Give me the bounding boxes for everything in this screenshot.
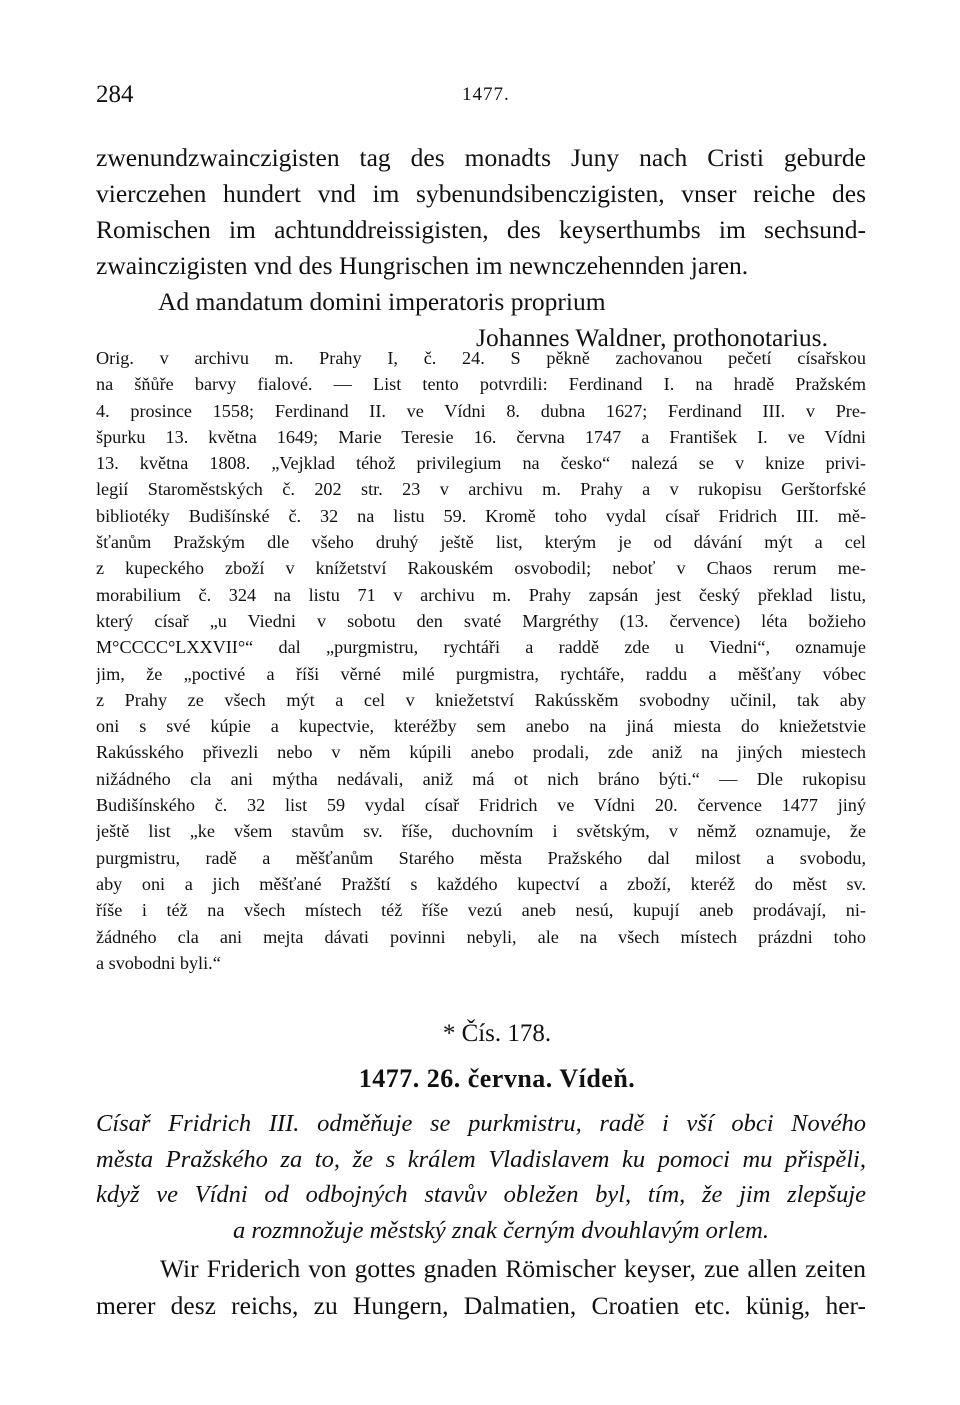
charter-text-block xyxy=(96,1250,866,1324)
note-line: a svobodni byli.“ xyxy=(96,952,221,973)
charter-line: merer desz reichs, zu Hungern, Dalmatien, Croatien etc. künig, her- xyxy=(96,1291,866,1320)
regest-line: Císař Fridrich III. odměňuje se purkmistru, radě i vší obci Nového xyxy=(96,1110,866,1137)
note-line: z kupeckého zboží v knížetství Rakouském osvobodil; neboť v Chaos rerum me- xyxy=(96,558,866,579)
note-line: Orig. v archivu m. Prahy I, č. 24. S pěkně zachovanou pečetí císařskou xyxy=(96,348,866,368)
document-number-heading: * Čís. 178. xyxy=(442,1020,552,1047)
note-line: který císař „u Viedni v sobotu den svaté Margréthy (13. července) léta božieho xyxy=(96,610,866,631)
note-line: jim, že „poctivé a říši věrné milé purgmistra, rychtáře, raddu a měšťany vóbec xyxy=(96,663,866,684)
regest-summary-block xyxy=(96,1106,866,1248)
note-line: žádného cla ani mejta dávati povinni nebyli, ale na všech místech prázdni toho xyxy=(96,926,866,947)
note-line: říše i též na všech místech též říše vezú aneb nesú, kupují aneb prodávají, ni- xyxy=(96,900,866,921)
note-line: šťanům Pražským dle všeho druhý ještě list, kterým je od dávání mýt a cel xyxy=(96,532,866,553)
text-line: Romischen im achtunddreissigisten, des keyserthumbs im sechsund- xyxy=(96,215,866,244)
note-line: 4. prosince 1558; Ferdinand II. ve Vídni 8. dubna 1627; Ferdinand III. v Pre- xyxy=(96,400,866,421)
editorial-notes-block xyxy=(96,345,866,976)
main-text-block xyxy=(96,140,866,356)
note-line: oni s své kúpie a kupectvie, kteréžby sem anebo na jiná miesta do kniežetstvie xyxy=(96,716,866,737)
document-date-heading: 1477. 26. června. Vídeň. xyxy=(358,1064,636,1093)
note-line: Budišínského č. 32 list 59 vydal císař Fridrich ve Vídni 20. července 1477 jiný xyxy=(96,795,866,816)
regest-line: města Pražského za to, že s králem Vladislavem ku pomoci mu přispěli, xyxy=(96,1145,866,1173)
signature-line: Johannes Waldner, prothonotarius. xyxy=(476,323,828,352)
note-line: z Prahy ze všech mýt a cel v kniežetství Rakússkěm svobodny učinil, tak aby xyxy=(96,689,866,710)
text-line: zwenundzwainczigisten tag des monadts Juny nach Cristi geburde xyxy=(96,143,866,172)
note-line: legií Staroměstských č. 202 str. 23 v archivu m. Prahy a v rukopisu Gerštorfské xyxy=(96,479,866,500)
text-line: vierczehen hundert vnd im sybenundsibenczigisten, vnser reiche des xyxy=(96,179,866,208)
note-line: špurku 13. května 1649; Marie Teresie 16. června 1747 a František I. ve Vídni xyxy=(96,426,866,447)
charter-line: Wir Friderich von gottes gnaden Römischer keyser, zue allen zeiten xyxy=(160,1254,866,1283)
note-line: nižádného cla ani mýtha nedávali, aniž má ot nich bráno býti.“ — Dle rukopisu xyxy=(96,768,866,789)
text-line: zwainczigisten vnd des Hungrischen im newnczehennden jaren. xyxy=(96,251,749,280)
regest-line: když ve Vídni od odbojných stavův obležen byl, tím, že jim zlepšuje xyxy=(96,1181,866,1208)
running-header-year: 1477. xyxy=(462,84,510,105)
page-number: 284 xyxy=(96,81,134,108)
note-line: morabilium č. 324 na listu 71 v archivu m. Prahy zapsán jest český překlad listu, xyxy=(96,584,866,605)
note-line: Rakúsského přivezli nebo v něm kúpili anebo prodali, zde aniž na jiných miestech xyxy=(96,742,866,763)
note-line: aby oni a jich měšťané Pražští s každého kupectví a zboží, kteréž do měst sv. xyxy=(96,873,866,894)
note-line: purgmistru, radě a měšťanům Starého města Pražského dal milost a svobodu, xyxy=(96,847,866,868)
note-line: ještě list „ke všem stavům sv. říše, duchovním i světským, v němž oznamuje, že xyxy=(96,821,866,842)
note-line: 13. května 1808. „Vejklad téhož privilegium na česko“ nalezá se v knize privi- xyxy=(96,453,866,474)
note-line: na šňůře barvy fialové. — List tento potvrdili: Ferdinand I. na hradě Pražském xyxy=(96,374,866,395)
regest-line: a rozmnožuje městský znak černým dvouhlavým orlem. xyxy=(233,1216,769,1244)
note-line: M°CCCC°LXXVII°“ dal „purgmistru, rychtáři a raddě zde u Viedni“, oznamuje xyxy=(96,637,866,658)
note-line: bibliotéky Budišínské č. 32 na listu 59. Kromě toho vydal císař Fridrich III. mě- xyxy=(96,505,866,526)
mandate-line: Ad mandatum domini imperatoris proprium xyxy=(158,287,606,316)
